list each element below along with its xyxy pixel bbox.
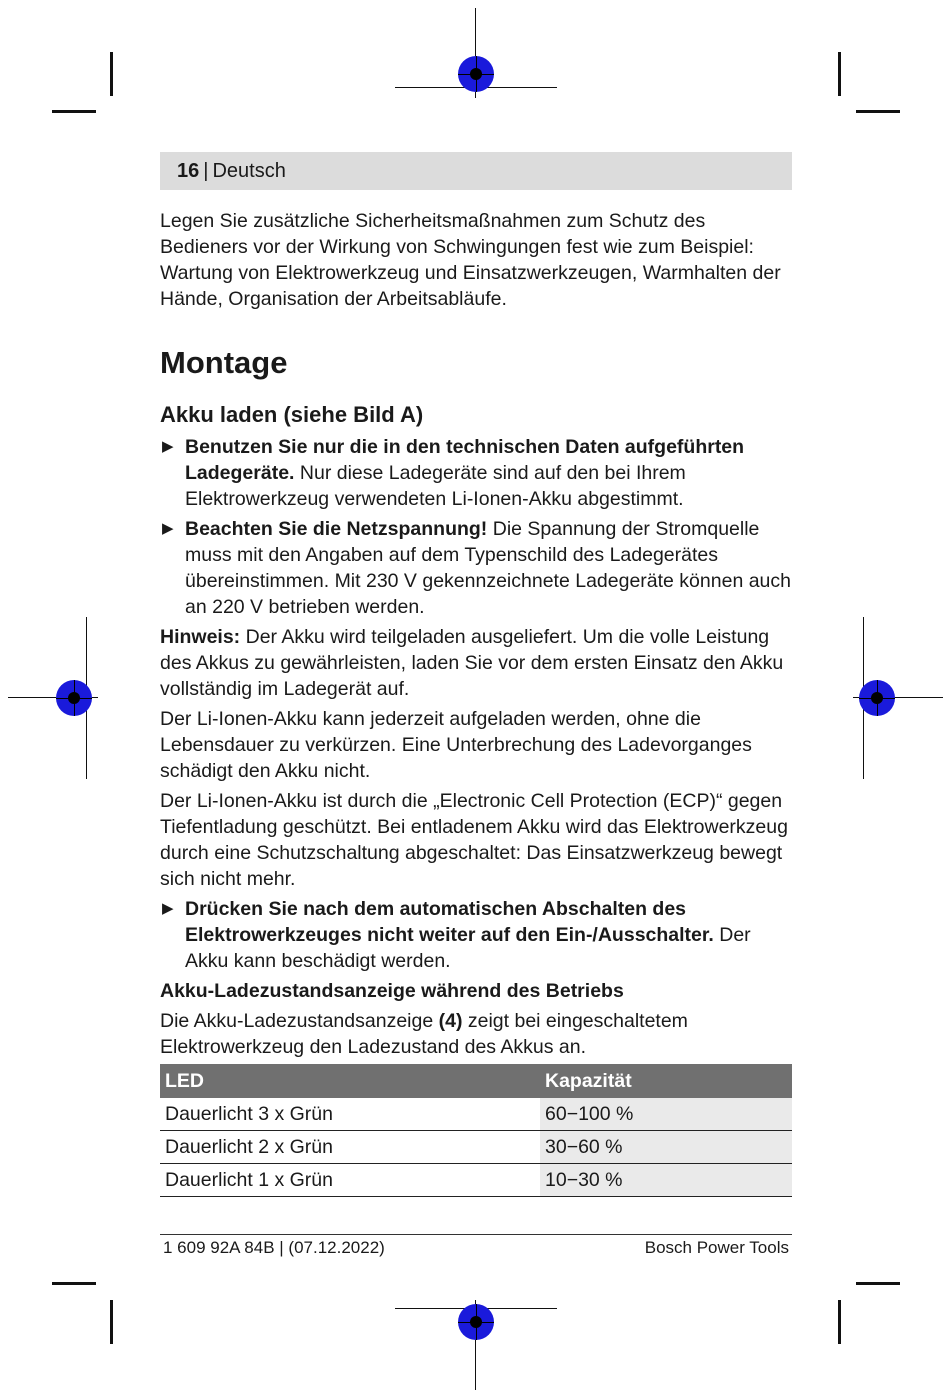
table-row xyxy=(160,1098,792,1131)
footer-doc-number: 1 609 92A 84B | (07.12.2022) xyxy=(163,1238,385,1257)
note-text: Der Akku wird teilgeladen ausgeliefert. Um die volle Leistung des Akkus zu gewährleisten, laden Sie vor dem ersten Einsatz den Akku vollständig im Ladegerät auf. xyxy=(160,626,784,700)
subsection-title: Akku laden (siehe Bild A) xyxy=(160,402,424,427)
crop-mark-bottom-right-v xyxy=(838,1300,841,1344)
bullet-triangle-icon: ▶ xyxy=(162,520,174,537)
bullet-text: Die Spannung der Stromquelle muss mit den Angaben auf dem Typenschild des Ladegerätes übereinstimmen. Mit 230 V gekennzeichnete Ladegeräte können auch an 220 V betrieben werden. xyxy=(185,518,791,618)
table-header-row xyxy=(160,1064,792,1098)
crop-mark-bottom-right-h xyxy=(856,1282,900,1285)
table-cell-capacity: 60−100 % xyxy=(540,1098,792,1131)
bullet-triangle-icon: ▶ xyxy=(162,438,174,455)
bullet-bold: Benutzen Sie nur die in den technischen Daten aufgeführten Ladegeräte. xyxy=(185,436,745,484)
registration-mark-right xyxy=(859,680,895,716)
paragraph-charging: Der Li-Ionen-Akku kann jederzeit aufgeladen werden, ohne die Lebensdauer zu verkürzen. Eine Unterbrechung des Ladevorganges schädigt den Akku nicht. xyxy=(160,708,752,782)
header-language: Deutsch xyxy=(212,159,286,182)
footer-brand: Bosch Power Tools xyxy=(644,1238,789,1257)
header-separator: | xyxy=(203,159,209,182)
paragraph-ecp: Der Li-Ionen-Akku ist durch die „Electronic Cell Protection (ECP)“ gegen Tiefentladung geschützt. Bei entladenem Akku wird das Elektrowerkzeug durch eine Schutzschaltung abgeschaltet: Das Einsatzwerkzeug bewegt sich nicht mehr. xyxy=(160,790,788,890)
bullet-item xyxy=(160,434,792,512)
crop-mark-bottom-left-h xyxy=(52,1282,96,1285)
table-cell-capacity: 10−30 % xyxy=(540,1164,792,1197)
table-row xyxy=(160,1164,792,1197)
crop-mark-top-right-h xyxy=(856,110,900,113)
intro-paragraph: Legen Sie zusätzliche Sicherheitsmaßnahmen zum Schutz des Bedieners vor der Wirkung von Schwingungen fest wie zum Beispiel: Wartung von Elektrowerkzeug und Einsatzwerkzeugen, Warmhalten der Hände, Organisation der Arbeitsabläufe. xyxy=(160,210,781,310)
note-paragraph xyxy=(160,624,792,702)
page-content xyxy=(160,152,792,1197)
page-header xyxy=(160,152,792,190)
column-header-capacity: Kapazität xyxy=(540,1064,792,1098)
indicator-text-before: Die Akku-Ladezustandsanzeige xyxy=(160,1010,439,1032)
indicator-ref: (4) xyxy=(438,1010,463,1032)
battery-table xyxy=(160,1064,792,1197)
section-title: Montage xyxy=(160,345,288,380)
bullet-item xyxy=(160,516,792,620)
paragraph-indicator xyxy=(160,1008,792,1060)
registration-mark-left xyxy=(56,680,92,716)
crop-mark-bottom-left-v xyxy=(110,1300,113,1344)
indicator-text-after: zeigt bei eingeschaltetem Elektrowerkzeug den Ladezustand des Akkus an. xyxy=(160,1010,688,1058)
bullet-text: Der Akku kann beschädigt werden. xyxy=(185,924,751,972)
crop-mark-top-left-v xyxy=(110,52,113,96)
bullet-bold: Drücken Sie nach dem automatischen Abschalten des Elektrowerkzeuges nicht weiter auf den Ein-/Ausschalter. xyxy=(185,898,714,946)
bullet-text: Nur diese Ladegeräte sind auf den bei Ihrem Elektrowerkzeug verwendeten Li-Ionen-Akku abgestimmt. xyxy=(185,462,686,510)
page-footer xyxy=(160,1234,792,1258)
table-cell-capacity: 30−60 % xyxy=(540,1131,792,1164)
registration-mark-bottom xyxy=(458,1304,494,1340)
bullet-triangle-icon: ▶ xyxy=(162,900,174,917)
table-row xyxy=(160,1131,792,1164)
column-header-led: LED xyxy=(160,1064,540,1098)
crop-mark-top-right-v xyxy=(838,52,841,96)
table-cell-led: Dauerlicht 2 x Grün xyxy=(160,1131,540,1164)
note-label: Hinweis: xyxy=(160,626,241,648)
table-cell-led: Dauerlicht 3 x Grün xyxy=(160,1098,540,1131)
registration-mark-top xyxy=(458,56,494,92)
bullet-bold: Beachten Sie die Netzspannung! xyxy=(185,518,488,540)
page-number: 16 xyxy=(177,159,200,182)
subheading-battery-indicator: Akku-Ladezustandsanzeige während des Betriebs xyxy=(160,980,624,1002)
crop-mark-top-left-h xyxy=(52,110,96,113)
bullet-item xyxy=(160,896,792,974)
table-cell-led: Dauerlicht 1 x Grün xyxy=(160,1164,540,1197)
